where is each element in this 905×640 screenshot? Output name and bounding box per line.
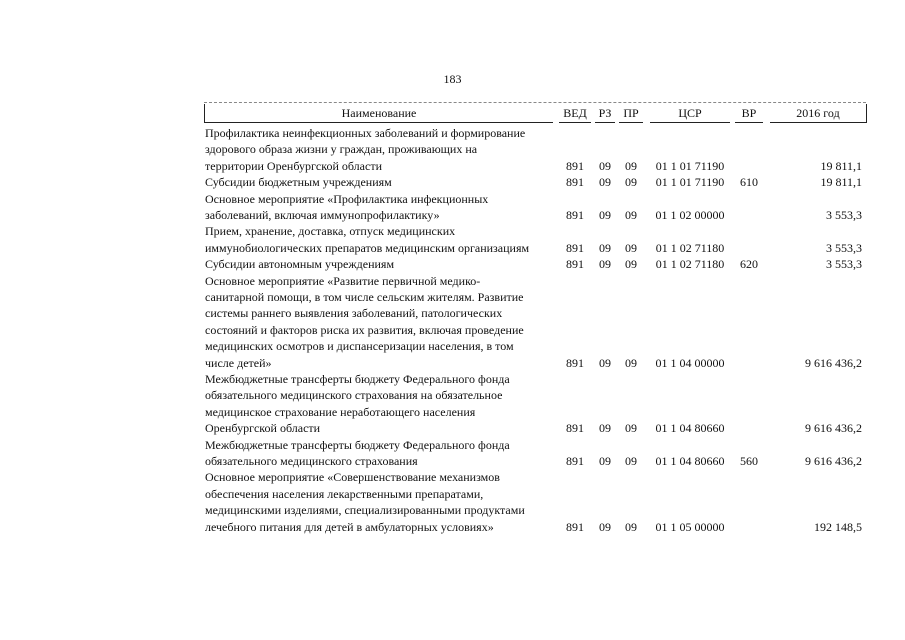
row-csr: 01 1 02 71180 bbox=[655, 257, 725, 272]
row-pr: 09 bbox=[625, 158, 637, 173]
row-rz: 09 bbox=[599, 257, 611, 272]
row-csr: 01 1 02 00000 bbox=[655, 207, 725, 222]
row-ved: 891 bbox=[566, 453, 584, 468]
row-ved: 891 bbox=[566, 158, 584, 173]
row-pr: 09 bbox=[625, 240, 637, 255]
column-header-vr: ВР bbox=[735, 104, 763, 123]
row-amount: 19 811,1 bbox=[820, 158, 862, 173]
row-amount: 9 616 436,2 bbox=[805, 421, 862, 436]
row-rz: 09 bbox=[599, 519, 611, 534]
row-rz: 09 bbox=[599, 175, 611, 190]
column-header-rz: РЗ bbox=[595, 104, 615, 123]
row-csr: 01 1 04 00000 bbox=[655, 355, 725, 370]
row-amount: 192 148,5 bbox=[814, 519, 862, 534]
column-header-year: 2016 год bbox=[770, 104, 867, 123]
row-name: Межбюджетные трансферты бюджету Федерального фонда обязательного медицинского страхования на обязательное медицинское страхование неработающего населения Оренбургской области bbox=[205, 372, 510, 436]
row-amount: 19 811,1 bbox=[820, 175, 862, 190]
row-pr: 09 bbox=[625, 257, 637, 272]
row-csr: 01 1 01 71190 bbox=[655, 158, 725, 173]
column-header-ved: ВЕД bbox=[559, 104, 591, 123]
row-ved: 891 bbox=[566, 355, 584, 370]
row-name: Профилактика неинфекционных заболеваний и формирование здорового образа жизни у граждан, проживающих на территории Оренбургской области bbox=[205, 126, 526, 173]
row-rz: 09 bbox=[599, 207, 611, 222]
row-name: Основное мероприятие «Профилактика инфекционных заболеваний, включая иммунопрофилактику» bbox=[205, 191, 489, 222]
column-header-name: Наименование bbox=[204, 104, 553, 123]
row-ved: 891 bbox=[566, 519, 584, 534]
row-name: Межбюджетные трансферты бюджету Федерального фонда обязательного медицинского страхования bbox=[205, 437, 510, 468]
row-amount: 3 553,3 bbox=[826, 240, 862, 255]
row-pr: 09 bbox=[625, 421, 637, 436]
row-name: Основное мероприятие «Развитие первичной медико- санитарной помощи, в том числе сельским жителям. Развитие системы раннего выявления заболеваний, патологических состояний и факторов риска их развития, включая проведение медицинских осмотров и диспансеризации населения, в том числе детей» bbox=[205, 273, 524, 370]
row-name: Субсидии автономным учреждениям bbox=[205, 257, 395, 272]
row-rz: 09 bbox=[599, 453, 611, 468]
row-name: Прием, хранение, доставка, отпуск медицинских иммунобиологических препаратов медицинским организациям bbox=[205, 224, 530, 255]
row-csr: 01 1 04 80660 bbox=[655, 453, 725, 468]
row-csr: 01 1 01 71190 bbox=[655, 175, 725, 190]
row-pr: 09 bbox=[625, 207, 637, 222]
column-header-pr: ПР bbox=[619, 104, 643, 123]
row-ved: 891 bbox=[566, 240, 584, 255]
row-pr: 09 bbox=[625, 519, 637, 534]
row-name: Субсидии бюджетным учреждениям bbox=[205, 175, 392, 190]
row-csr: 01 1 02 71180 bbox=[655, 240, 725, 255]
row-vr: 560 bbox=[740, 453, 758, 468]
row-vr: 620 bbox=[740, 257, 758, 272]
row-ved: 891 bbox=[566, 257, 584, 272]
column-header-csr: ЦСР bbox=[650, 104, 730, 123]
row-rz: 09 bbox=[599, 158, 611, 173]
row-pr: 09 bbox=[625, 175, 637, 190]
row-ved: 891 bbox=[566, 421, 584, 436]
row-rz: 09 bbox=[599, 421, 611, 436]
row-csr: 01 1 04 80660 bbox=[655, 421, 725, 436]
row-pr: 09 bbox=[625, 355, 637, 370]
row-ved: 891 bbox=[566, 175, 584, 190]
row-amount: 3 553,3 bbox=[826, 207, 862, 222]
row-vr: 610 bbox=[740, 175, 758, 190]
row-csr: 01 1 05 00000 bbox=[655, 519, 725, 534]
row-name: Основное мероприятие «Совершенствование механизмов обеспечения населения лекарственными препаратами, медицинскими изделиями, специализированными продуктами лечебного питания для детей в амбулаторных условиях» bbox=[205, 470, 525, 534]
row-rz: 09 bbox=[599, 355, 611, 370]
row-amount: 9 616 436,2 bbox=[805, 355, 862, 370]
row-ved: 891 bbox=[566, 207, 584, 222]
row-pr: 09 bbox=[625, 453, 637, 468]
header-top-rule bbox=[204, 102, 866, 103]
row-rz: 09 bbox=[599, 240, 611, 255]
page-number: 183 bbox=[443, 72, 462, 86]
row-amount: 9 616 436,2 bbox=[805, 453, 862, 468]
row-amount: 3 553,3 bbox=[826, 257, 862, 272]
